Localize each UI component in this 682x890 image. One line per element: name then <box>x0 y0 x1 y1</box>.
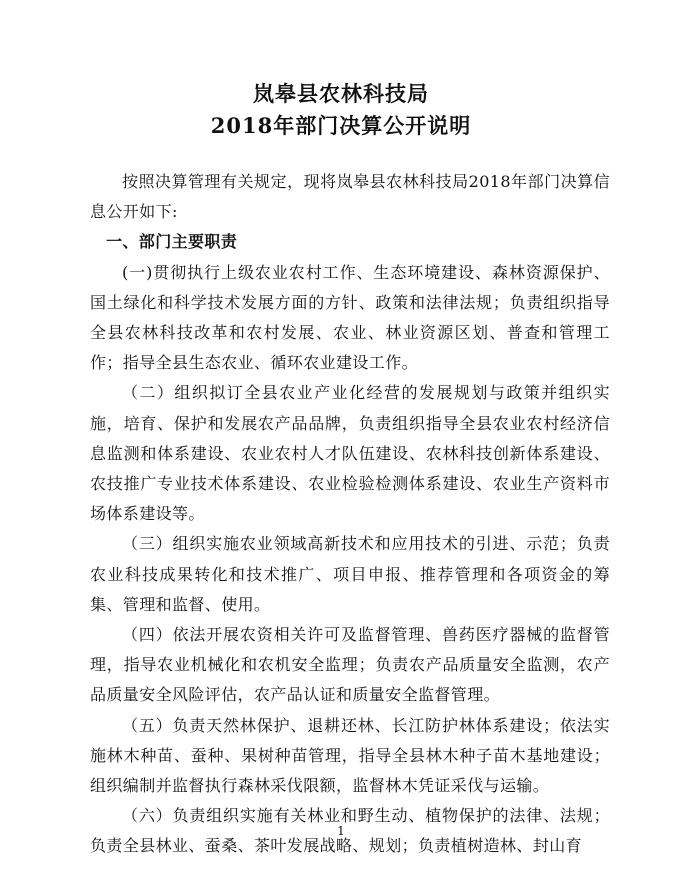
duty-paragraph-1: (一)贯彻执行上级农业农村工作、生态环境建设、森林资源保护、国土绿化和科学技术发展方面的方针、政策和法律法规；负责组织指导全县农林科技改革和农村发展、农业、林业资源区划、普查和管理工作；指导全县生态农业、循环农业建设工作。 <box>90 262 610 373</box>
document-title: 岚皋县农林科技局 <box>253 81 429 106</box>
duty-paragraph-4: （四）依法开展农资相关许可及监督管理、兽药医疗器械的监督管理，指导农业机械化和农机安全监理；负责农产品质量安全监测，农产品质量安全风险评估，农产品认证和质量安全监督管理。 <box>90 625 610 705</box>
document-subtitle: 2018年部门决算公开说明 <box>210 113 472 138</box>
duty-paragraph-6: （六）负责组织实施有关林业和野生动、植物保护的法律、法规；负责全县林业、蚕桑、茶叶发展战略、规划；负责植树造林、封山育 <box>90 806 610 856</box>
duty-paragraph-2: （二）组织拟订全县农业产业化经营的发展规划与政策并组织实施，培育、保护和发展农产品品牌，负责组织指导全县农业农村经济信息监测和体系建设、农业农村人才队伍建设、农林科技创新体系建设、农技推广专业技术体系建设、农业检验检测体系建设、农业生产资料市场体系建设等。 <box>90 383 610 524</box>
duty-paragraph-3: （三）组织实施农业领域高新技术和应用技术的引进、示范；负责农业科技成果转化和技术推广、项目申报、推荐管理和各项资金的筹集、管理和监督、使用。 <box>90 534 610 614</box>
intro-paragraph: 按照决算管理有关规定，现将岚皋县农林科技局2018年部门决算信息公开如下: <box>90 172 610 222</box>
section-heading-duties: 一、部门主要职责 <box>106 232 238 252</box>
duty-paragraph-5: （五）负责天然林保护、退耕还林、长江防护林体系建设；依法实施林木种苗、蚕种、果树种苗管理，指导全县林木种子苗木基地建设；组织编制并监督执行森林采伐限额，监督林木凭证采伐与运输。 <box>90 715 610 796</box>
document-body <box>90 167 610 862</box>
page-number: 1 <box>337 824 345 838</box>
